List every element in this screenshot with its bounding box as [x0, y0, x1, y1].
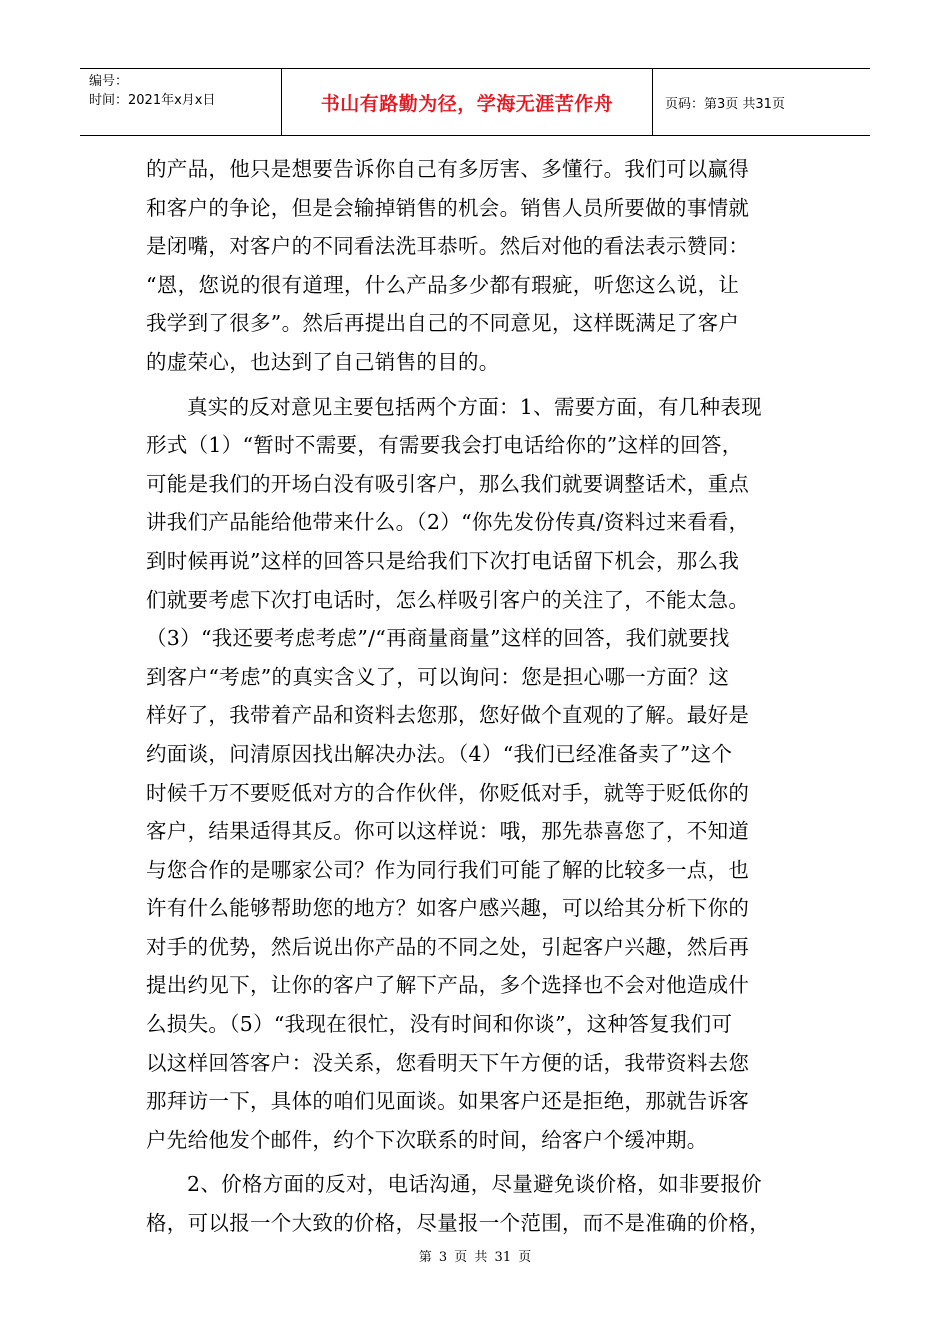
text-line: 到客户“考虑”的真实含义了，可以询问：您是担心哪一方面？这: [146, 664, 730, 689]
text-line: 的虚荣心，也达到了自己销售的目的。: [146, 349, 500, 374]
text-line: 形式（1）“暂时不需要，有需要我会打电话给你的”这样的回答，: [146, 433, 743, 458]
text-line: 与您合作的是哪家公司？作为同行我们可能了解的比较多一点，也: [146, 857, 750, 882]
time-label: 时间：2021年x月x日: [89, 93, 216, 108]
text-line: “恩，您说的很有道理，什么产品多少都有瑕疵，听您这么说，让: [146, 272, 740, 297]
header-meta: [80, 69, 282, 135]
document-body: [146, 150, 811, 1243]
paragraph: [146, 150, 811, 382]
text-line: 那拜访一下，具体的咱们见面谈。如果客户还是拒绝，那就告诉客: [146, 1089, 750, 1114]
text-line: 和客户的争论，但是会输掉销售的机会。销售人员所要做的事情就: [146, 195, 750, 220]
text-line: 2、价格方面的反对，电话沟通，尽量避免谈价格，如非要报价: [187, 1172, 762, 1197]
text-line: （3）“我还要考虑考虑”/“再商量商量”这样的回答，我们就要找: [146, 626, 730, 651]
text-line: 们就要考虑下次打电话时，怎么样吸引客户的关注了，不能太急。: [146, 587, 750, 612]
text-line: 约面谈，问清原因找出解决办法。（4）“我们已经准备卖了”这个: [146, 741, 733, 766]
page-header: [80, 68, 870, 136]
number-label: 编号：: [89, 74, 129, 89]
header-page-info: 页码：第3页 共31页: [665, 96, 785, 112]
text-line: 讲我们产品能给他带来什么。（2）“你先发份传真/资料过来看看，: [146, 510, 750, 535]
text-line: 时候千万不要贬低对方的合作伙伴，你贬低对手，就等于贬低你的: [146, 780, 750, 805]
text-line: 许有什么能够帮助您的地方？如客户感兴趣，可以给其分析下你的: [146, 896, 750, 921]
text-line: 客户，结果适得其反。你可以这样说：哦，那先恭喜您了，不知道: [146, 819, 750, 844]
text-line: 真实的反对意见主要包括两个方面：1、需要方面，有几种表现: [187, 394, 762, 419]
text-line: 以这样回答客户：没关系，您看明天下午方便的话，我带资料去您: [146, 1050, 750, 1075]
text-line: 的产品，他只是想要告诉你自己有多厉害、多懂行。我们可以赢得: [146, 157, 750, 181]
text-line: 我学到了很多”。然后再提出自己的不同意见，这样既满足了客户: [146, 311, 740, 336]
text-line: 可能是我们的开场白没有吸引客户，那么我们就要调整话术，重点: [146, 471, 750, 496]
paragraph: [146, 1165, 811, 1242]
text-line: 格，可以报一个大致的价格，尽量报一个范围，而不是准确的价格，: [146, 1211, 770, 1236]
text-line: 是闭嘴，对客户的不同看法洗耳恭听。然后对他的看法表示赞同：: [146, 234, 750, 259]
page-footer: 第 3 页 共 31 页: [418, 1250, 532, 1265]
text-line: 样好了，我带着产品和资料去您那，您好做个直观的了解。最好是: [146, 703, 750, 728]
text-line: 到时候再说”这样的回答只是给我们下次打电话留下机会，那么我: [146, 548, 740, 573]
paragraph: [146, 388, 811, 1160]
text-line: 对手的优势，然后说出你产品的不同之处，引起客户兴趣，然后再: [146, 934, 750, 959]
text-line: 么损失。（5）“我现在很忙，没有时间和你谈”，这种答复我们可: [146, 1012, 733, 1037]
text-line: 提出约见下，让你的客户了解下产品，多个选择也不会对他造成什: [146, 973, 750, 998]
header-motto: 书山有路勤为径，学海无涯苦作舟: [282, 69, 653, 135]
text-line: 户先给他发个邮件，约个下次联系的时间，给客户个缓冲期。: [146, 1127, 708, 1152]
